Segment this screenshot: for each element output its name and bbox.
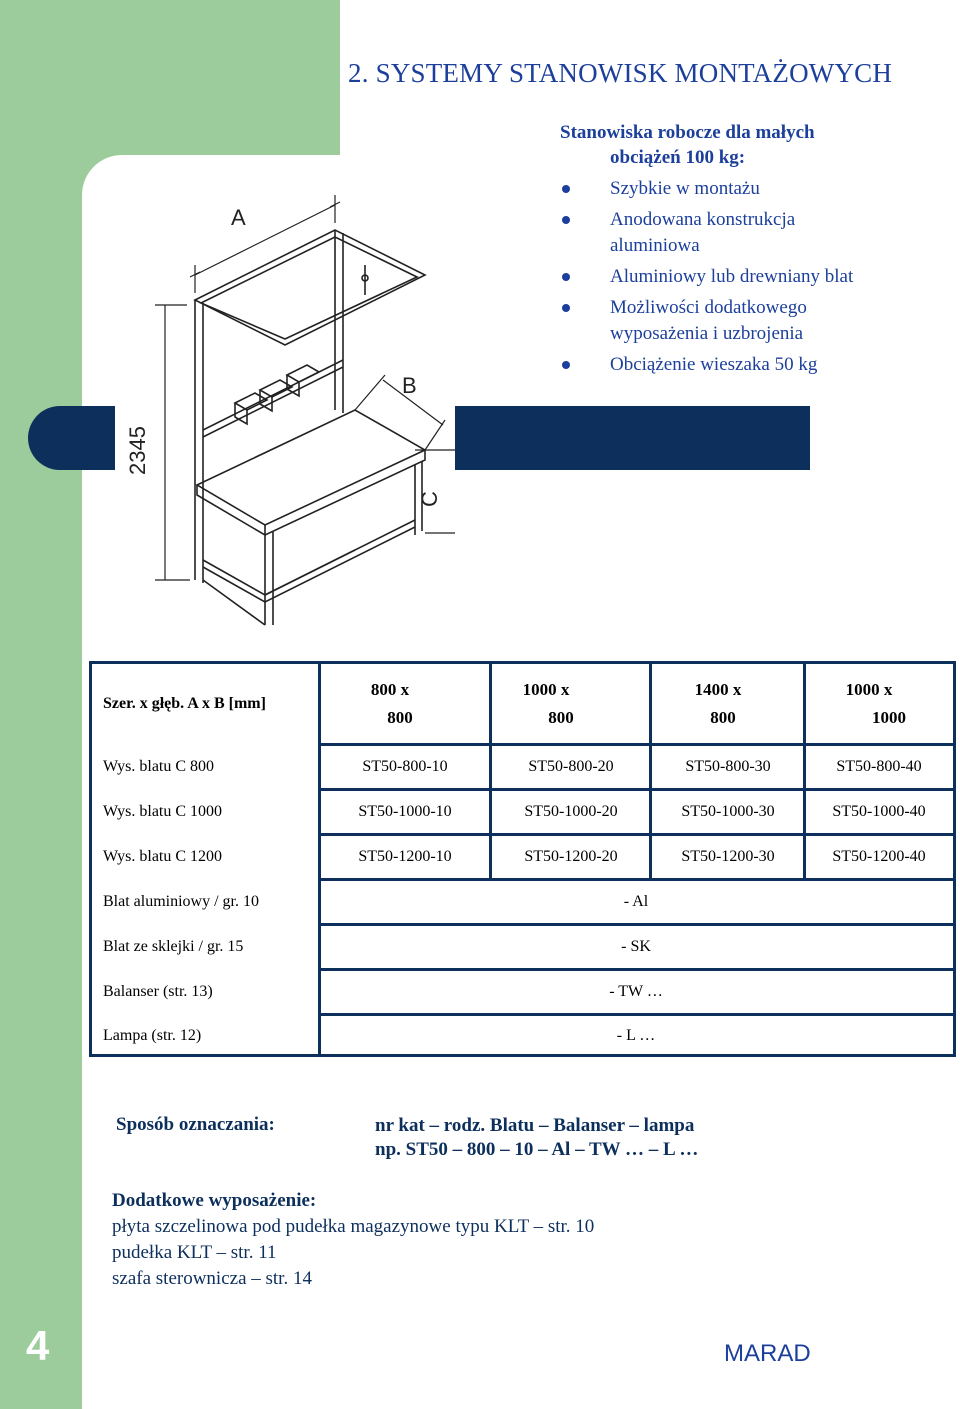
- option-row: [92, 879, 953, 924]
- table-cell: ST50-800-40: [836, 757, 922, 775]
- spec-table: [89, 661, 956, 1057]
- dimension-a-label: A: [231, 205, 246, 230]
- table-cell: ST50-1200-10: [358, 847, 452, 865]
- table-cell: ST50-1000-40: [832, 802, 926, 820]
- brand-logo: MARAD: [724, 1340, 811, 1367]
- feature-item: Możliwości dodatkowego wyposażenia i uzbrojenia: [560, 295, 860, 347]
- table-cell: ST50-800-10: [362, 757, 448, 775]
- option-row: [92, 924, 953, 969]
- table-divider: [318, 664, 321, 1054]
- marking-text: [375, 1114, 698, 1162]
- dimension-b-label: B: [402, 373, 417, 398]
- extras-section: [112, 1188, 594, 1292]
- table-cell: ST50-1000-20: [524, 802, 618, 820]
- header-col-1: [319, 664, 491, 744]
- table-cell: ST50-1200-30: [681, 847, 775, 865]
- page-number: 4: [26, 1322, 50, 1369]
- table-cell: ST50-1200-40: [832, 847, 926, 865]
- table-divider: [803, 664, 806, 879]
- header-col-4-bottom: 1000: [872, 708, 906, 727]
- option-code: - L …: [616, 1026, 656, 1044]
- table-cell: ST50-1200-20: [524, 847, 618, 865]
- table-cell: ST50-1000-30: [681, 802, 775, 820]
- extras-item: szafa sterownicza – str. 14: [112, 1268, 312, 1289]
- extras-heading: Dodatkowe wyposażenie:: [112, 1190, 317, 1211]
- header-col-3: [651, 664, 805, 744]
- dimension-height-label: 2345: [125, 426, 150, 475]
- features-heading-line2: obciążeń 100 kg:: [610, 147, 746, 168]
- option-label: Lampa (str. 12): [103, 1026, 202, 1044]
- feature-item: Obciążenie wieszaka 50 kg: [560, 352, 860, 378]
- option-row: [92, 1014, 953, 1057]
- header-col-1-bottom: 800: [387, 708, 413, 727]
- extras-item: pudełka KLT – str. 11: [112, 1242, 277, 1263]
- option-label: Balanser (str. 13): [103, 982, 213, 1000]
- table-divider: [319, 833, 953, 836]
- bullet-icon: [562, 304, 570, 312]
- table-row: [92, 789, 953, 834]
- bullet-icon: [562, 185, 570, 193]
- table-row: [92, 834, 953, 879]
- header-label-cell: Szer. x głęb. A x B [mm]: [103, 695, 266, 712]
- header-col-3-top: 1400 x: [694, 680, 742, 699]
- bullet-icon: [562, 273, 570, 281]
- table-divider: [319, 878, 953, 881]
- table-row: [92, 744, 953, 789]
- workstation-drawing: [115, 185, 455, 630]
- table-divider: [319, 788, 953, 791]
- table-divider: [489, 664, 492, 879]
- table-divider: [319, 743, 953, 746]
- page-title: 2. SYSTEMY STANOWISK MONTAŻOWYCH: [348, 58, 893, 88]
- table-cell: ST50-800-30: [685, 757, 771, 775]
- option-row: [92, 969, 953, 1014]
- dimension-c-label: C: [417, 491, 442, 507]
- option-code: - Al: [623, 892, 649, 910]
- option-code: - TW …: [609, 982, 663, 1000]
- feature-item: Aluminiowy lub drewniany blat: [560, 264, 860, 290]
- bullet-icon: [562, 216, 570, 224]
- marking-line2: np. ST50 – 800 – 10 – Al – TW … – L …: [375, 1139, 699, 1160]
- header-col-2-top: 1000 x: [522, 680, 570, 699]
- features-heading: [560, 120, 815, 170]
- header-col-2: [491, 664, 651, 744]
- header-col-4: [805, 664, 953, 744]
- option-label: Blat aluminiowy / gr. 10: [103, 892, 259, 910]
- extras-item: płyta szczelinowa pod pudełka magazynowe typu KLT – str. 10: [112, 1216, 595, 1237]
- features-heading-line1: Stanowiska robocze dla małych: [560, 122, 815, 143]
- header-col-2-bottom: 800: [548, 708, 574, 727]
- option-label: Blat ze sklejki / gr. 15: [103, 937, 244, 955]
- table-header-row: [92, 664, 953, 744]
- top-green-block: [0, 0, 340, 155]
- row-label: Wys. blatu C 1200: [103, 847, 223, 865]
- row-label: Wys. blatu C 1000: [103, 802, 223, 820]
- workstation-drawing-svg: [115, 185, 455, 630]
- header-col-3-bottom: 800: [710, 708, 736, 727]
- row-label: Wys. blatu C 800: [103, 757, 215, 775]
- table-divider: [319, 923, 953, 926]
- marking-label: Sposób oznaczania:: [116, 1114, 275, 1135]
- bullet-icon: [562, 361, 570, 369]
- table-divider: [319, 1013, 953, 1016]
- table-divider: [319, 968, 953, 971]
- feature-item: Szybkie w montażu: [560, 176, 860, 202]
- header-col-4-top: 1000 x: [845, 680, 893, 699]
- left-green-bar: [0, 0, 82, 1409]
- feature-item: Anodowana konstrukcja aluminiowa: [560, 207, 860, 259]
- option-code: - SK: [621, 937, 651, 955]
- table-cell: ST50-1000-10: [358, 802, 452, 820]
- features-list: [560, 176, 860, 383]
- marking-line1: nr kat – rodz. Blatu – Balanser – lampa: [375, 1115, 695, 1136]
- header-col-1-top: 800 x: [370, 680, 410, 699]
- table-divider: [649, 664, 652, 879]
- table-cell: ST50-800-20: [528, 757, 614, 775]
